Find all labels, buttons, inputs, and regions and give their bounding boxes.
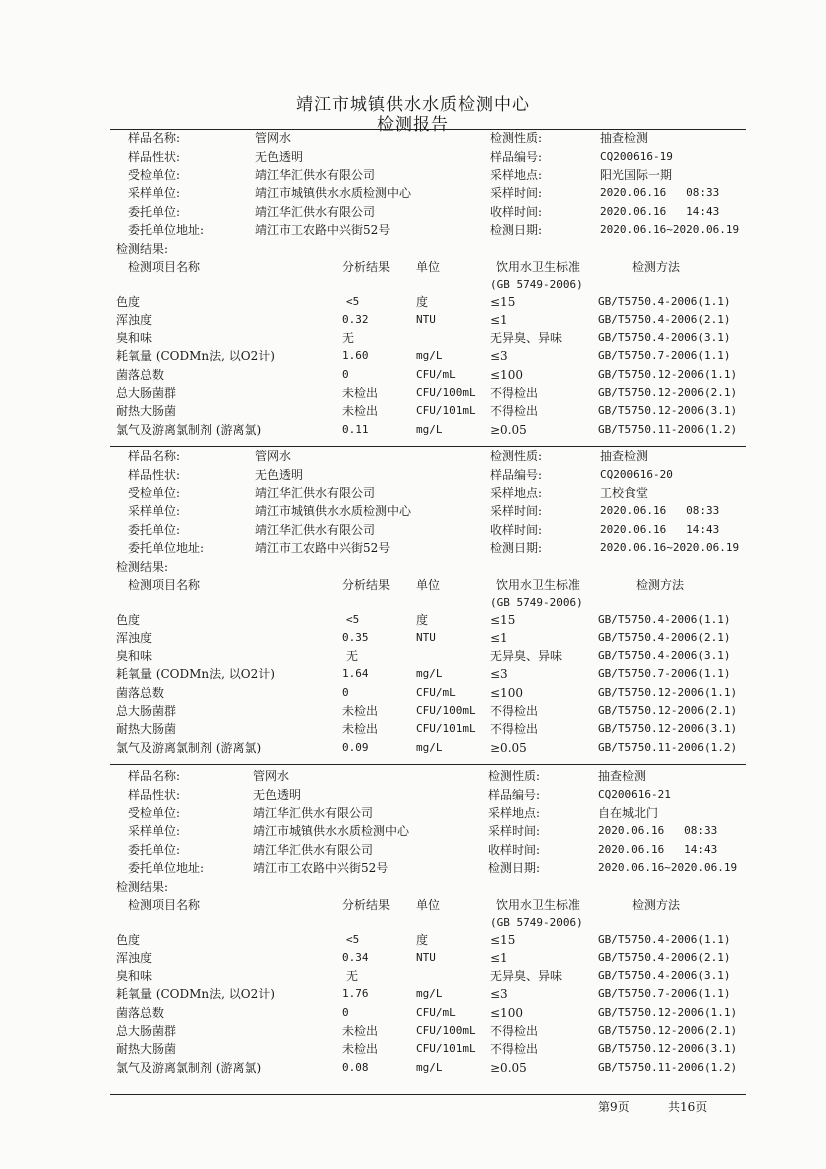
- label-results: 检测结果:: [116, 880, 169, 894]
- label-inspected-unit: 受检单位:: [128, 168, 181, 182]
- row-unit: NTU: [416, 313, 436, 326]
- row-method: GB/T5750.12-2006(2.1): [598, 386, 738, 399]
- row-standard: ≤100: [490, 368, 523, 382]
- row-method: GB/T5750.12-2006(2.1): [598, 704, 738, 717]
- label-client-address: 委托单位地址:: [128, 223, 205, 237]
- row-item: 菌落总数: [116, 1006, 165, 1020]
- row-standard: 无异臭、异味: [490, 649, 563, 663]
- row-unit: CFU/mL: [416, 686, 456, 699]
- label-client-address: 委托单位地址:: [128, 541, 205, 555]
- row-unit: mg/L: [416, 1061, 443, 1074]
- label-client-unit: 委托单位:: [128, 843, 181, 857]
- col-standard: 饮用水卫生标准: [496, 898, 581, 912]
- label-client-unit: 委托单位:: [128, 523, 181, 537]
- row-unit: NTU: [416, 951, 436, 964]
- row-method: GB/T5750.4-2006(1.1): [598, 613, 731, 626]
- row-method: GB/T5750.4-2006(3.1): [598, 969, 731, 982]
- value-sampling-site: 工校食堂: [600, 486, 649, 500]
- value-sampling-time: 2020.06.16 08:33: [600, 186, 720, 199]
- label-sample-nature: 样品性状:: [128, 788, 181, 802]
- row-result: 未检出: [342, 704, 379, 718]
- value-receiving-time: 2020.06.16 14:43: [600, 205, 720, 218]
- label-receiving-time: 收样时间:: [490, 205, 543, 219]
- divider-top: [110, 129, 746, 130]
- row-unit: mg/L: [416, 741, 443, 754]
- row-unit: CFU/mL: [416, 368, 456, 381]
- label-test-nature: 检测性质:: [488, 769, 541, 783]
- label-sample-nature: 样品性状:: [128, 150, 181, 164]
- row-method: GB/T5750.4-2006(2.1): [598, 631, 731, 644]
- label-sample-name: 样品名称:: [128, 131, 181, 145]
- row-result: 0: [342, 1006, 349, 1019]
- row-standard: ≤3: [490, 349, 508, 363]
- label-sampling-site: 采样地点:: [488, 806, 541, 820]
- row-item: 氯气及游离氯制剂 (游离氯): [116, 1061, 262, 1075]
- row-method: GB/T5750.4-2006(3.1): [598, 649, 731, 662]
- value-sample-name: 管网水: [255, 449, 292, 463]
- row-unit: CFU/mL: [416, 1006, 456, 1019]
- row-standard: 不得检出: [490, 404, 539, 418]
- row-result: 1.76: [342, 987, 369, 1000]
- row-unit: 度: [416, 613, 429, 627]
- row-standard: ≤100: [490, 1006, 523, 1020]
- row-standard: 无异臭、异味: [490, 969, 563, 983]
- row-item: 菌落总数: [116, 368, 165, 382]
- row-standard: ≤3: [490, 667, 508, 681]
- row-item: 色度: [116, 295, 141, 309]
- value-sampling-site: 自在城北门: [598, 806, 659, 820]
- row-item: 总大肠菌群: [116, 704, 177, 718]
- row-result: <5: [346, 613, 360, 626]
- row-unit: CFU/100mL: [416, 704, 476, 717]
- row-result: <5: [346, 933, 360, 946]
- row-item: 色度: [116, 613, 141, 627]
- label-sample-name: 样品名称:: [128, 449, 181, 463]
- value-sample-no: CQ200616-21: [598, 788, 671, 801]
- value-inspected-unit: 靖江华汇供水有限公司: [253, 806, 374, 820]
- value-sample-nature: 无色透明: [255, 468, 304, 482]
- row-unit: 度: [416, 295, 429, 309]
- col-result: 分析结果: [342, 578, 391, 592]
- value-sampling-unit: 靖江市城镇供水水质检测中心: [253, 824, 410, 838]
- row-unit: CFU/100mL: [416, 386, 476, 399]
- col-item: 检测项目名称: [128, 898, 201, 912]
- row-item: 总大肠菌群: [116, 1024, 177, 1038]
- col-standard-sub: (GB 5749-2006): [490, 916, 583, 929]
- value-receiving-time: 2020.06.16 14:43: [600, 523, 720, 536]
- row-result: 无: [346, 969, 359, 983]
- row-standard: ≤1: [490, 631, 508, 645]
- row-result: 无: [342, 331, 355, 345]
- value-client-unit: 靖江华汇供水有限公司: [253, 843, 374, 857]
- page-total: 共16页: [668, 1100, 708, 1114]
- col-unit: 单位: [416, 898, 441, 912]
- row-unit: mg/L: [416, 667, 443, 680]
- row-unit: NTU: [416, 631, 436, 644]
- label-sampling-site: 采样地点:: [490, 168, 543, 182]
- value-test-nature: 抽查检测: [598, 769, 647, 783]
- value-sampling-unit: 靖江市城镇供水水质检测中心: [255, 504, 412, 518]
- row-method: GB/T5750.7-2006(1.1): [598, 349, 731, 362]
- label-test-nature: 检测性质:: [490, 449, 543, 463]
- row-item: 浑浊度: [116, 951, 153, 965]
- label-sampling-site: 采样地点:: [490, 486, 543, 500]
- row-standard: ≥0.05: [490, 741, 527, 755]
- row-item: 浑浊度: [116, 631, 153, 645]
- col-item: 检测项目名称: [128, 260, 201, 274]
- row-result: 1.64: [342, 667, 369, 680]
- row-result: 未检出: [342, 404, 379, 418]
- row-method: GB/T5750.12-2006(3.1): [598, 722, 738, 735]
- row-result: 0.34: [342, 951, 369, 964]
- col-item: 检测项目名称: [128, 578, 201, 592]
- label-results: 检测结果:: [116, 560, 169, 574]
- divider-1: [110, 446, 746, 447]
- col-unit: 单位: [416, 578, 441, 592]
- row-result: 未检出: [342, 722, 379, 736]
- row-method: GB/T5750.7-2006(1.1): [598, 987, 731, 1000]
- value-client-unit: 靖江华汇供水有限公司: [255, 205, 376, 219]
- row-method: GB/T5750.4-2006(2.1): [598, 951, 731, 964]
- label-test-date: 检测日期:: [488, 861, 541, 875]
- label-sampling-unit: 采样单位:: [128, 824, 181, 838]
- row-result: 1.60: [342, 349, 369, 362]
- label-sampling-unit: 采样单位:: [128, 186, 181, 200]
- row-result: 0.08: [342, 1061, 369, 1074]
- label-sample-no: 样品编号:: [488, 788, 541, 802]
- value-test-nature: 抽查检测: [600, 131, 649, 145]
- label-sampling-unit: 采样单位:: [128, 504, 181, 518]
- row-item: 耗氧量 (CODMn法, 以O2计): [116, 987, 275, 1001]
- row-standard: ≤1: [490, 313, 508, 327]
- report-title: 靖江市城镇供水水质检测中心: [296, 95, 530, 115]
- row-item: 浑浊度: [116, 313, 153, 327]
- row-item: 氯气及游离氯制剂 (游离氯): [116, 741, 262, 755]
- row-unit: CFU/100mL: [416, 1024, 476, 1037]
- row-method: GB/T5750.12-2006(2.1): [598, 1024, 738, 1037]
- col-result: 分析结果: [342, 898, 391, 912]
- value-inspected-unit: 靖江华汇供水有限公司: [255, 168, 376, 182]
- label-client-unit: 委托单位:: [128, 205, 181, 219]
- row-item: 耐热大肠菌: [116, 404, 177, 418]
- report-subtitle: 检测报告: [377, 115, 449, 135]
- page-number: 第9页: [598, 1100, 630, 1114]
- row-unit: CFU/101mL: [416, 404, 476, 417]
- row-item: 耐热大肠菌: [116, 1042, 177, 1056]
- row-standard: ≤15: [490, 933, 516, 947]
- row-method: GB/T5750.4-2006(2.1): [598, 313, 731, 326]
- row-unit: 度: [416, 933, 429, 947]
- value-test-date: 2020.06.16~2020.06.19: [600, 541, 740, 554]
- value-client-unit: 靖江华汇供水有限公司: [255, 523, 376, 537]
- label-sample-no: 样品编号:: [490, 468, 543, 482]
- row-result: 0.35: [342, 631, 369, 644]
- col-method: 检测方法: [632, 898, 681, 912]
- divider-bottom: [110, 1094, 746, 1095]
- label-inspected-unit: 受检单位:: [128, 806, 181, 820]
- row-item: 臭和味: [116, 969, 153, 983]
- row-result: 0.09: [342, 741, 369, 754]
- row-method: GB/T5750.4-2006(3.1): [598, 331, 731, 344]
- row-unit: mg/L: [416, 987, 443, 1000]
- row-method: GB/T5750.12-2006(1.1): [598, 1006, 738, 1019]
- row-standard: ≥0.05: [490, 423, 527, 437]
- row-standard: ≥0.05: [490, 1061, 527, 1075]
- row-result: 未检出: [342, 386, 379, 400]
- value-inspected-unit: 靖江华汇供水有限公司: [255, 486, 376, 500]
- value-sample-no: CQ200616-19: [600, 150, 673, 163]
- col-standard-sub: (GB 5749-2006): [490, 596, 583, 609]
- label-client-address: 委托单位地址:: [128, 861, 205, 875]
- value-test-date: 2020.06.16~2020.06.19: [598, 861, 738, 874]
- row-item: 色度: [116, 933, 141, 947]
- value-client-address: 靖江市工农路中兴街52号: [253, 861, 389, 875]
- row-standard: ≤1: [490, 951, 508, 965]
- value-sample-name: 管网水: [253, 769, 290, 783]
- row-standard: ≤15: [490, 295, 516, 309]
- row-item: 菌落总数: [116, 686, 165, 700]
- label-sample-name: 样品名称:: [128, 769, 181, 783]
- row-method: GB/T5750.7-2006(1.1): [598, 667, 731, 680]
- value-test-nature: 抽查检测: [600, 449, 649, 463]
- row-method: GB/T5750.4-2006(1.1): [598, 295, 731, 308]
- col-standard: 饮用水卫生标准: [496, 578, 581, 592]
- row-item: 耗氧量 (CODMn法, 以O2计): [116, 667, 275, 681]
- row-result: <5: [346, 295, 360, 308]
- row-standard: 不得检出: [490, 722, 539, 736]
- value-sampling-time: 2020.06.16 08:33: [600, 504, 720, 517]
- value-sampling-time: 2020.06.16 08:33: [598, 824, 718, 837]
- row-method: GB/T5750.11-2006(1.2): [598, 423, 738, 436]
- col-method: 检测方法: [632, 260, 681, 274]
- row-item: 臭和味: [116, 649, 153, 663]
- label-results: 检测结果:: [116, 242, 169, 256]
- row-item: 氯气及游离氯制剂 (游离氯): [116, 423, 262, 437]
- value-sampling-site: 阳光国际一期: [600, 168, 673, 182]
- row-result: 未检出: [342, 1024, 379, 1038]
- row-standard: 不得检出: [490, 704, 539, 718]
- row-method: GB/T5750.12-2006(1.1): [598, 686, 738, 699]
- row-standard: 不得检出: [490, 1042, 539, 1056]
- value-client-address: 靖江市工农路中兴街52号: [255, 541, 391, 555]
- row-result: 未检出: [342, 1042, 379, 1056]
- value-sample-nature: 无色透明: [253, 788, 302, 802]
- row-unit: mg/L: [416, 349, 443, 362]
- row-method: GB/T5750.11-2006(1.2): [598, 741, 738, 754]
- row-item: 耗氧量 (CODMn法, 以O2计): [116, 349, 275, 363]
- col-standard-sub: (GB 5749-2006): [490, 278, 583, 291]
- value-sampling-unit: 靖江市城镇供水水质检测中心: [255, 186, 412, 200]
- row-standard: 不得检出: [490, 386, 539, 400]
- col-standard: 饮用水卫生标准: [496, 260, 581, 274]
- row-unit: CFU/101mL: [416, 1042, 476, 1055]
- col-unit: 单位: [416, 260, 441, 274]
- value-sample-name: 管网水: [255, 131, 292, 145]
- row-item: 耐热大肠菌: [116, 722, 177, 736]
- row-item: 臭和味: [116, 331, 153, 345]
- row-unit: mg/L: [416, 423, 443, 436]
- col-result: 分析结果: [342, 260, 391, 274]
- row-item: 总大肠菌群: [116, 386, 177, 400]
- row-standard: ≤3: [490, 987, 508, 1001]
- row-method: GB/T5750.11-2006(1.2): [598, 1061, 738, 1074]
- label-test-nature: 检测性质:: [490, 131, 543, 145]
- label-sample-no: 样品编号:: [490, 150, 543, 164]
- row-standard: ≤15: [490, 613, 516, 627]
- row-result: 0.32: [342, 313, 369, 326]
- row-result: 0.11: [342, 423, 369, 436]
- row-unit: CFU/101mL: [416, 722, 476, 735]
- row-method: GB/T5750.12-2006(3.1): [598, 1042, 738, 1055]
- label-inspected-unit: 受检单位:: [128, 486, 181, 500]
- value-test-date: 2020.06.16~2020.06.19: [600, 223, 740, 236]
- value-receiving-time: 2020.06.16 14:43: [598, 843, 718, 856]
- value-sample-no: CQ200616-20: [600, 468, 673, 481]
- label-receiving-time: 收样时间:: [490, 523, 543, 537]
- row-result: 0: [342, 368, 349, 381]
- label-test-date: 检测日期:: [490, 223, 543, 237]
- row-method: GB/T5750.4-2006(1.1): [598, 933, 731, 946]
- row-method: GB/T5750.12-2006(3.1): [598, 404, 738, 417]
- label-receiving-time: 收样时间:: [488, 843, 541, 857]
- value-sample-nature: 无色透明: [255, 150, 304, 164]
- row-result: 0: [342, 686, 349, 699]
- label-test-date: 检测日期:: [490, 541, 543, 555]
- col-method: 检测方法: [636, 578, 685, 592]
- row-standard: ≤100: [490, 686, 523, 700]
- row-result: 无: [346, 649, 359, 663]
- row-standard: 无异臭、异味: [490, 331, 563, 345]
- value-client-address: 靖江市工农路中兴街52号: [255, 223, 391, 237]
- label-sampling-time: 采样时间:: [490, 504, 543, 518]
- row-standard: 不得检出: [490, 1024, 539, 1038]
- label-sampling-time: 采样时间:: [490, 186, 543, 200]
- divider-2: [110, 764, 746, 765]
- label-sampling-time: 采样时间:: [488, 824, 541, 838]
- label-sample-nature: 样品性状:: [128, 468, 181, 482]
- row-method: GB/T5750.12-2006(1.1): [598, 368, 738, 381]
